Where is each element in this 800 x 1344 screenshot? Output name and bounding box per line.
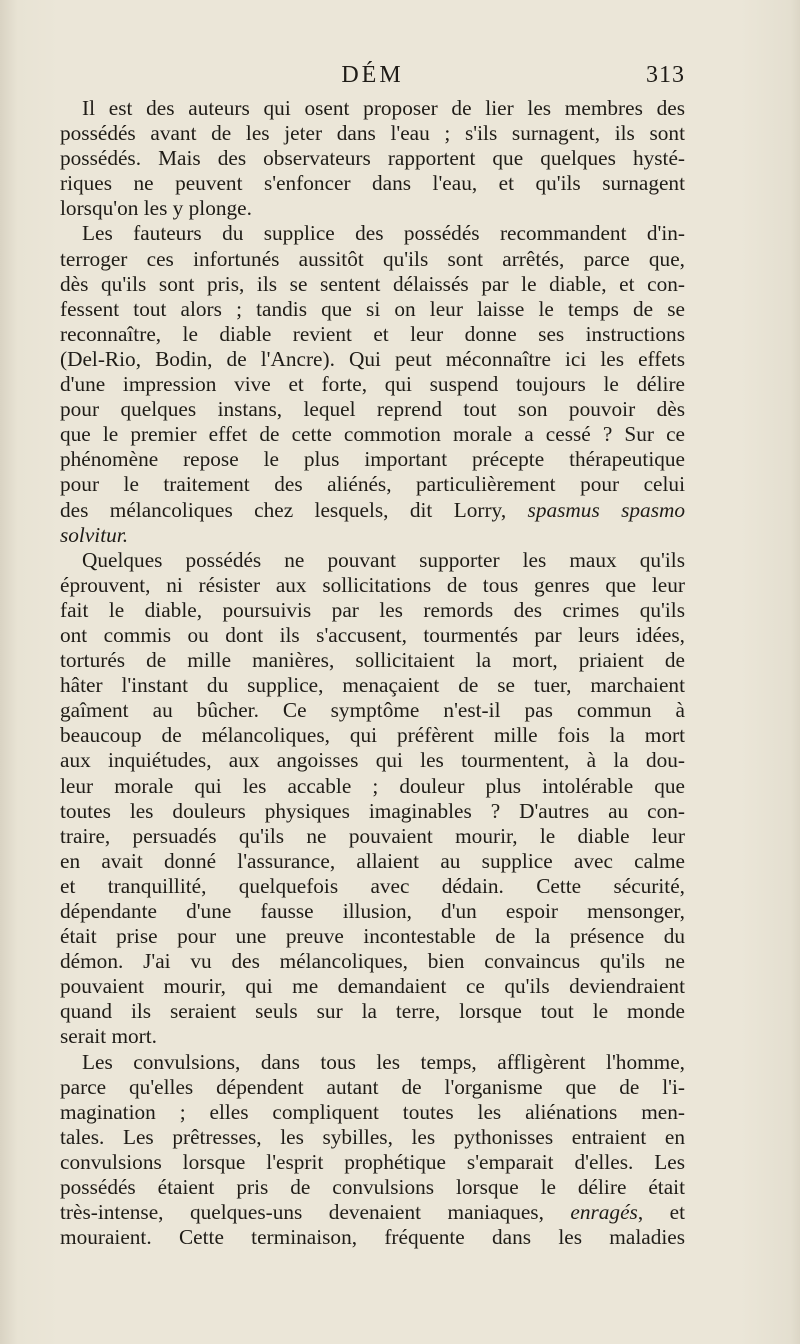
- text-line: mouraient. Cette terminaison, fréquente dans les maladies: [60, 1225, 685, 1250]
- text-line: d'une impression vive et forte, qui suspend toujours le délire: [60, 372, 685, 397]
- text-line: fessent tout alors ; tandis que si on leur laisse le temps de se: [60, 296, 685, 321]
- text-line: lorsqu'on les y plonge.: [60, 196, 252, 221]
- text-line-with-italic: [60, 498, 685, 523]
- text-line: en avait donné l'assurance, allaient au supplice avec calme: [60, 848, 685, 873]
- italic-phrase: spasmus spasmo: [527, 497, 685, 522]
- text-line: dépendante d'une fausse illusion, d'un espoir mensonger,: [60, 899, 685, 923]
- text-line: pour quelques instans, lequel reprend tout son pouvoir dès: [60, 397, 685, 422]
- text-line: magination ; elles compliquent toutes les aliénations men-: [60, 1099, 685, 1124]
- text-line: phénomène repose le plus important précepte thérapeutique: [60, 447, 685, 472]
- text-line: tales. Les prêtresses, les sybilles, les pythonisses entraient en: [60, 1124, 685, 1149]
- text-line: Les convulsions, dans tous les temps, affligèrent l'homme,: [82, 1049, 685, 1074]
- text-line: solvitur.: [60, 522, 129, 547]
- body-text: [60, 96, 685, 1250]
- text-line: était prise pour une preuve incontestable de la présence du: [60, 924, 685, 949]
- text-segment: très-intense, quelques-uns devenaient maniaques,: [60, 1200, 544, 1225]
- text-line: Il est des auteurs qui osent proposer de lier les membres des: [82, 96, 685, 120]
- text-line: torturés de mille manières, sollicitaient la mort, priaient de: [60, 648, 685, 673]
- page-number: 313: [646, 62, 685, 88]
- italic-word: enragés: [570, 1200, 638, 1225]
- text-line: (Del-Rio, Bodin, de l'Ancre). Qui peut méconnaître ici les effets: [60, 346, 685, 371]
- text-line: convulsions lorsque l'esprit prophétique s'emparait d'elles. Les: [60, 1149, 685, 1174]
- text-segment: des mélancoliques chez lesquels, dit Lorry,: [60, 497, 507, 522]
- page-header: [60, 62, 685, 96]
- text-line: gaîment au bûcher. Ce symptôme n'est-il pas commun à: [60, 698, 685, 723]
- text-line: aux inquiétudes, aux angoisses qui les tourmentent, à la dou-: [60, 748, 685, 773]
- text-line: ont commis ou dont ils s'accusent, tourmentés par leurs idées,: [60, 622, 685, 647]
- text-line: traire, persuadés qu'ils ne pouvaient mourir, le diable leur: [60, 823, 685, 848]
- text-line: démon. J'ai vu des mélancoliques, bien convaincus qu'ils ne: [60, 949, 685, 974]
- text-line: pour le traitement des aliénés, particulièrement pour celui: [60, 472, 685, 497]
- text-line: serait mort.: [60, 1024, 157, 1049]
- text-line-with-italic: [60, 1200, 685, 1225]
- text-line: possédés. Mais des observateurs rapportent que quelques hysté-: [60, 146, 685, 171]
- text-line: reconnaître, le diable revient et leur donne ses instructions: [60, 321, 685, 346]
- text-line: riques ne peuvent s'enfoncer dans l'eau, et qu'ils surnagent: [60, 171, 685, 196]
- text-line: leur morale qui les accable ; douleur plus intolérable que: [60, 773, 685, 798]
- running-head: DÉM: [341, 62, 404, 88]
- text-line: Les fauteurs du supplice des possédés recommandent d'in-: [82, 221, 685, 246]
- text-line: dès qu'ils sont pris, ils se sentent délaissés par le diable, et con-: [60, 271, 685, 296]
- text-line: beaucoup de mélancoliques, qui préfèrent mille fois la mort: [60, 723, 685, 748]
- text-line: parce qu'elles dépendent autant de l'organisme que de l'i-: [60, 1074, 685, 1099]
- text-line: pouvaient mourir, qui me demandaient ce qu'ils deviendraient: [60, 974, 685, 999]
- text-line: que le premier effet de cette commotion morale a cessé ? Sur ce: [60, 422, 685, 447]
- text-line: hâter l'instant du supplice, menaçaient de se tuer, marchaient: [60, 673, 685, 698]
- text-line: possédés avant de les jeter dans l'eau ; s'ils surnagent, ils sont: [60, 121, 685, 146]
- text-line: terroger ces infortunés aussitôt qu'ils sont arrêtés, parce que,: [60, 246, 685, 271]
- text-segment: , et: [637, 1200, 685, 1225]
- text-line: toutes les douleurs physiques imaginables ? D'autres au con-: [60, 798, 685, 823]
- text-line: quand ils seraient seuls sur la terre, lorsque tout le monde: [60, 999, 685, 1024]
- text-line: fait le diable, poursuivis par les remords des crimes qu'ils: [60, 597, 685, 622]
- text-line: possédés étaient pris de convulsions lorsque le délire était: [60, 1175, 685, 1200]
- text-line: éprouvent, ni résister aux sollicitations de tous genres que leur: [60, 572, 685, 597]
- text-line: et tranquillité, quelquefois avec dédain. Cette sécurité,: [60, 873, 685, 898]
- text-line: Quelques possédés ne pouvant supporter les maux qu'ils: [82, 547, 685, 572]
